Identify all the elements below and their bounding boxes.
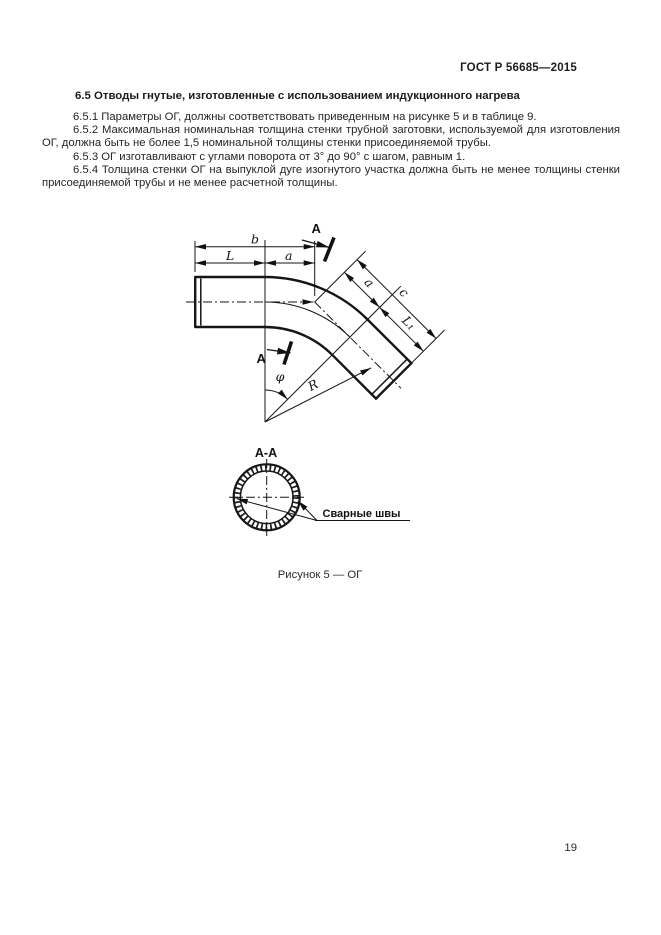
dim-label-L1: L₁ xyxy=(399,312,420,333)
section-view xyxy=(229,446,410,536)
dim-label-a-incline: a xyxy=(361,274,378,291)
radius-label: R xyxy=(305,376,321,394)
dim-label-a-top: a xyxy=(285,248,293,263)
weld-seams-label: Сварные швы xyxy=(322,508,401,520)
page-number: 19 xyxy=(564,842,577,854)
body-paragraphs xyxy=(42,111,620,190)
angle-label: φ xyxy=(275,369,285,384)
figure-5-drawing xyxy=(150,210,470,570)
figure-caption: Рисунок 5 — ОГ xyxy=(277,569,363,581)
paragraph: 6.5.1 Параметры ОГ, должны соответствовать приведенным на рисунке 5 и в таблице 9. xyxy=(73,111,537,123)
section-view-title: А-А xyxy=(254,446,278,460)
section-mark-a-upper: A xyxy=(311,221,321,236)
paragraph: 6.5.4 Толщина стенки ОГ на выпуклой дуге изогнутого участка должна быть не менее толщины стенки присоединяемой трубы и не менее расчетной толщины. xyxy=(42,163,620,190)
paragraph: 6.5.2 Максимальная номинальная толщина стенки трубной заготовки, используемой для изготовления ОГ, должна быть не более 1,5 номинальной толщины стенки присоединяемой трубы. xyxy=(42,124,620,150)
dim-label-L: L xyxy=(226,248,235,263)
paragraph: 6.5.3 ОГ изготавливают с углами поворота от 3° до 90° с шагом, равным 1. xyxy=(73,150,466,163)
dimension-lines xyxy=(195,241,445,422)
section-heading: 6.5 Отводы гнутые, изготовленные с использованием индукционного нагрева xyxy=(75,90,520,102)
dim-label-b: b xyxy=(251,231,260,247)
section-cut-marks xyxy=(267,238,334,365)
running-header: ГОСТ Р 56685—2015 xyxy=(460,62,577,74)
section-mark-a-lower: A xyxy=(256,351,266,366)
dim-label-c: c xyxy=(396,284,412,301)
pipe-outline xyxy=(195,277,411,399)
